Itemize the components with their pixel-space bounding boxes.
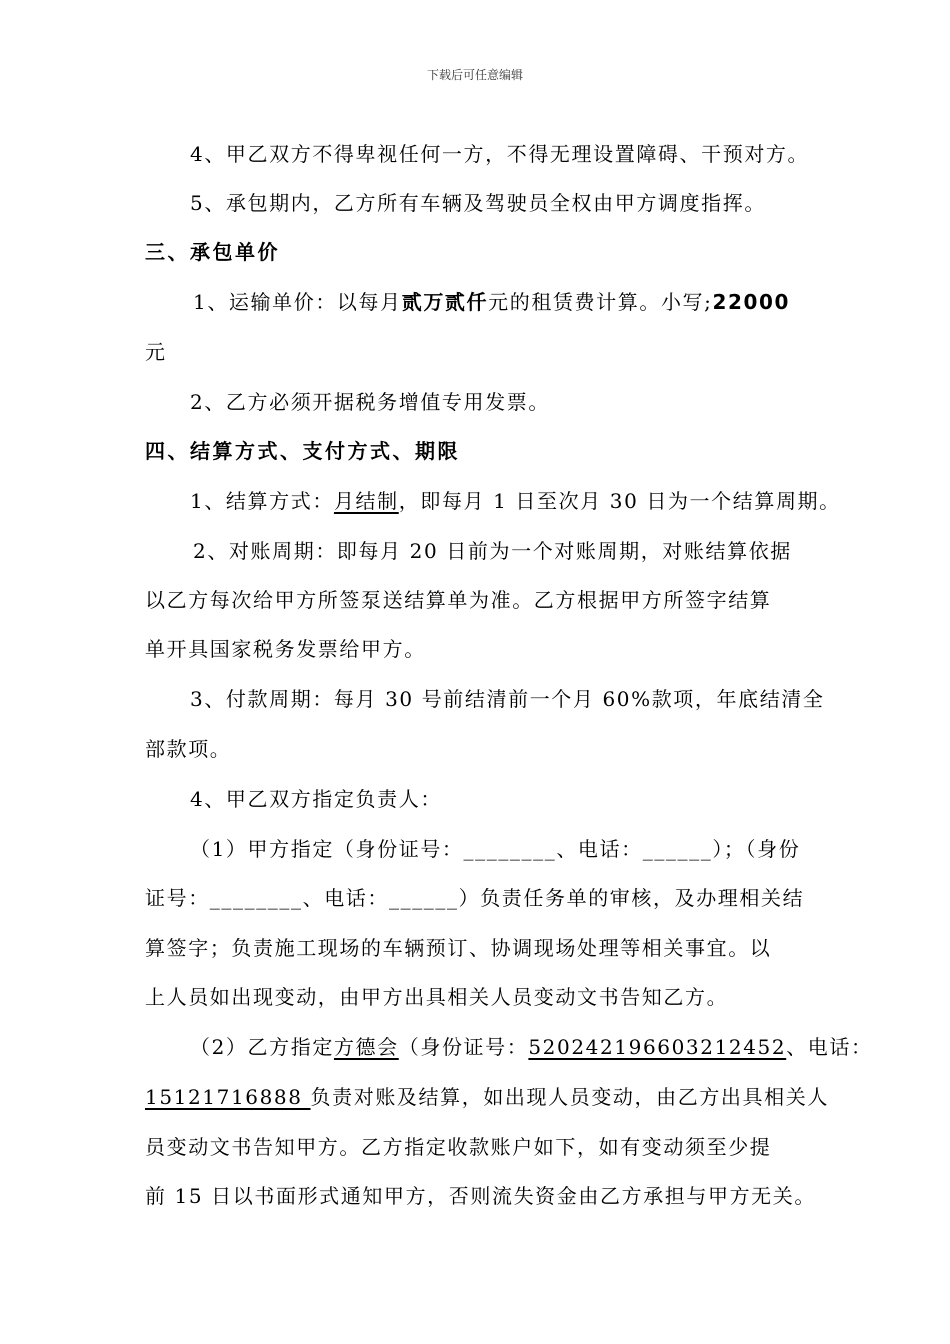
- clause-line: 单开具国家税务发票给甲方。: [145, 637, 426, 661]
- clause-line: 算签字；负责施工现场的车辆预订、协调现场处理等相关事宜。以: [145, 936, 772, 960]
- clause-line: 4、甲乙双方指定负责人：: [190, 787, 442, 811]
- clause-line: 5、承包期内，乙方所有车辆及驾驶员全权由甲方调度指挥。: [190, 191, 766, 215]
- clause-line: 上人员如出现变动，由甲方出具相关人员变动文书告知乙方。: [145, 985, 729, 1009]
- clause-line: 4、甲乙双方不得卑视任何一方，不得无理设置障碍、干预对方。: [190, 142, 810, 166]
- clause-line: 元: [145, 340, 167, 364]
- clause-line: 2、对账周期：即每月 20 日前为一个对账周期，对账结算依据: [193, 539, 792, 563]
- clause-line: 证号：________、电话：______）负责任务单的审核，及办理相关结: [145, 886, 805, 910]
- clause-line: （1）甲方指定（身份证号：________、电话：______）；（身份: [190, 837, 801, 861]
- page-header: 下载后可任意编辑: [426, 68, 523, 82]
- clause-line: 1、运输单价：以每月贰万贰仟元的租赁费计算。小写;22000: [193, 290, 791, 314]
- clause-line: （2）乙方指定方德会（身份证号：520242196603212452、电话：: [190, 1035, 873, 1059]
- clause-line: 前 15 日以书面形式通知甲方，否则流失资金由乙方承担与甲方无关。: [145, 1184, 816, 1208]
- clause-line: 2、乙方必须开据税务增值专用发票。: [190, 390, 550, 414]
- clause-line: 以乙方每次给甲方所签泵送结算单为准。乙方根据甲方所签字结算: [145, 588, 772, 612]
- clause-line: 15121716888 负责对账及结算，如出现人员变动，由乙方出具相关人: [145, 1085, 829, 1109]
- clause-line: 部款项。: [145, 737, 232, 761]
- section-heading: 四、结算方式、支付方式、期限: [145, 439, 460, 463]
- section-heading: 三、承包单价: [145, 240, 280, 264]
- clause-line: 3、付款周期：每月 30 号前结清前一个月 60%款项，年底结清全: [190, 687, 825, 711]
- clause-line: 员变动文书告知甲方。乙方指定收款账户如下，如有变动须至少提: [145, 1135, 772, 1159]
- clause-line: 1、结算方式：月结制，即每月 1 日至次月 30 日为一个结算周期。: [190, 489, 841, 513]
